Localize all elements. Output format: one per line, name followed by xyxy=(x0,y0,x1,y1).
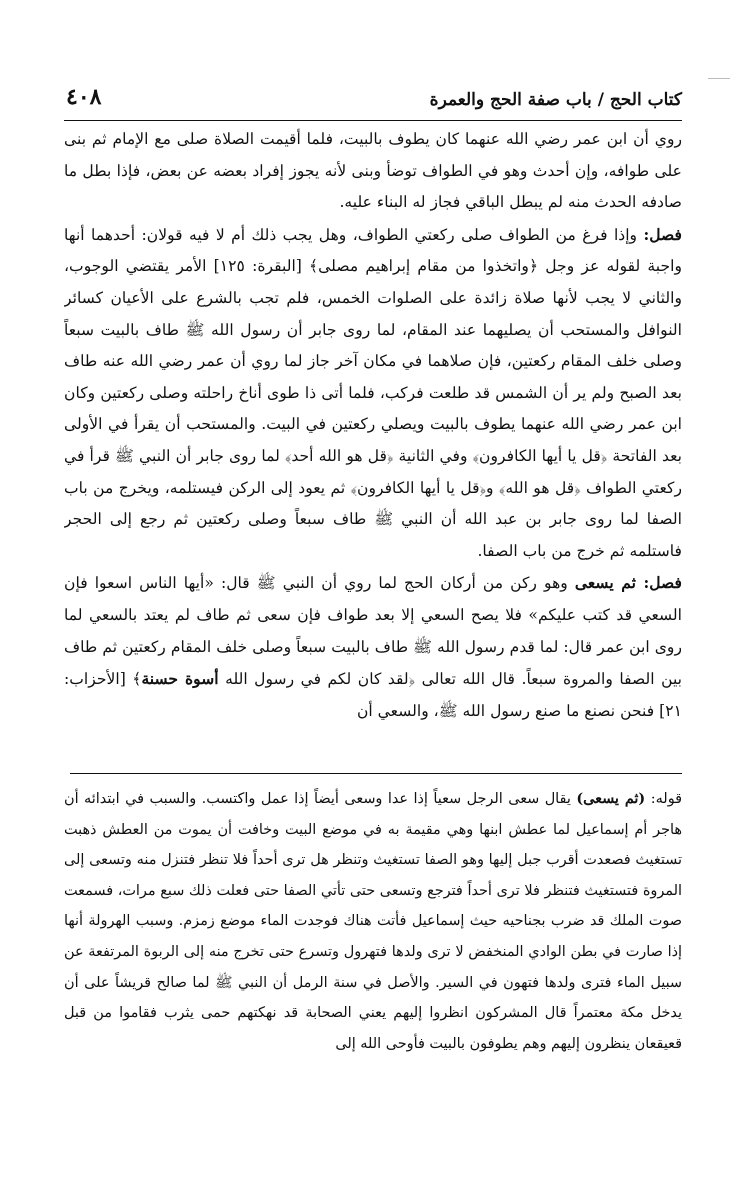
footnote-lead: قوله: xyxy=(645,791,682,807)
page-header xyxy=(64,80,682,121)
footnote-term: (ثم يسعى) xyxy=(576,790,646,807)
paragraph-3-text-b: ﴾ [الأحزاب: ٢١] فنحن نصنع ما صنع رسول الله ﷺ، والسعي أن xyxy=(64,670,682,720)
footnote-text: يقال سعى الرجل سعياً إذا عدا وسعى أيضاً إذا عمل واكتسب. والسبب في ابتدائه أن هاجر أم إسماعيل لما عطش ابنها وهي مقيمة به في موضع البيت وخافت أن يموت من العطش ذهبت تستغيث فصعدت أقرب جبل إليها وهو الصفا تستغيث وتنظر هل ترى أحداً فلا تنظر فتنزل منه وتسعى إلى المروة فتستغيث فتنظر فلا ترى أحداً فترجع وتسعى حتى تأتي الصفا حتى فعلت ذلك سبع مرات، فسمعت صوت الملك قد ضرب بجناحيه حيث إسماعيل فأتت هناك فوجدت الماء موضع زمزم. وسبب الهرولة أنها إذا صارت في بطن الوادي المنخفض لا ترى ولدها فتهرول وتسرع حتى تخرج منه إلى الربوة المرتفعة عن سبيل الماء فترى ولدها فتهون في السير. والأصل في سنة الرمل أن النبي ﷺ لما صالح قريشاً على أن يدخل مكة معتمراً قال المشركون انظروا إليهم يعني الصحابة قد نهكتهم حمى يثرب فقاموا من قبل قعيقعان ينظرون إليهم وهم يطوفون بالبيت فأوحى الله إلى xyxy=(64,791,682,1052)
paragraph-1 xyxy=(64,124,682,219)
section-label-sai: فصل: ثم يسعى xyxy=(574,573,682,593)
paragraph-2-text: وإذا فرغ من الطواف صلى ركعتي الطواف، وهل يجب ذلك أم لا فيه قولان: أحدهما أنها واجبة لقوله عز وجل ﴿واتخذوا من مقام إبراهيم مصلى﴾ [البقرة: ١٢٥] الأمر يقتضي الوجوب، والثاني لا يجب لأنها صلاة زائدة على الصلوات الخمس، فلم تجب بالشرع على الأعيان كسائر النوافل والمستحب أن يصليهما عند المقام، لما روى جابر أن رسول الله ﷺ طاف بالبيت سبعاً وصلى خلف المقام ركعتين، فإن صلاهما في مكان آخر جاز لما روي أن عمر رضي الله عنه طاف بعد الصبح ولم ير أن الشمس قد طلعت فركب، فلما أتى ذا طوى أناخ راحلته وصلى ركعتين وكان ابن عمر رضي الله عنهما يطوف بالبيت ويصلي ركعتين في البيت. والمستحب أن يقرأ في الأولى بعد الفاتحة ﴿قل يا أيها الكافرون﴾ وفي الثانية ﴿قل هو الله أحد﴾ لما روى جابر أن النبي ﷺ قرأ في ركعتي الطواف ﴿قل هو الله﴾ و﴿قل يا أيها الكافرون﴾ ثم يعود إلى الركن فيستلمه، ويخرج من باب الصفا لما روى جابر بن عبد الله أن النبي ﷺ طاف سبعاً وصلى ركعتين ثم رجع إلى الحجر فاستلمه ثم خرج من باب الصفا. xyxy=(64,225,682,560)
footnote-divider xyxy=(70,773,682,774)
corner-mark xyxy=(708,78,730,79)
header-title: كتاب الحج / باب صفة الحج والعمرة xyxy=(429,90,682,110)
paragraph-3-bold-phrase: أسوة حسنة xyxy=(141,669,219,689)
footnote xyxy=(64,784,682,1144)
section-label-fasl: فصل: xyxy=(643,224,682,244)
paragraph-1-text: روي أن ابن عمر رضي الله عنهما كان يطوف بالبيت، فلما أقيمت الصلاة صلى مع الإمام ثم بنى على طوافه، وإن أحدث وهو في الطواف توضأ وبنى لأنه يجوز إفراد بعضه عن بعض، فإذا بطل ما صادفه الحدث منه لم يبطل الباقي فجاز له البناء عليه. xyxy=(64,130,682,212)
paragraph-2 xyxy=(64,219,682,568)
paragraph-3 xyxy=(64,567,682,727)
page-number: ٤٠٨ xyxy=(66,84,102,110)
footnote-paragraph xyxy=(64,784,682,1059)
main-text xyxy=(64,124,682,760)
paragraph-3-text-a: وهو ركن من أركان الحج لما روي أن النبي ﷺ قال: «أيها الناس اسعوا فإن السعي قد كتب عليكم» فلا يصح السعي إلا بعد طواف فإن سعى ثم طاف لم يعتد بالسعي لما روى ابن عمر قال: لما قدم رسول الله ﷺ طاف بالبيت سبعاً وصلى خلف المقام ركعتين ثم طاف بين الصفا والمروة سبعاً. قال الله تعالى ﴿لقد كان لكم في رسول الله xyxy=(64,574,682,689)
